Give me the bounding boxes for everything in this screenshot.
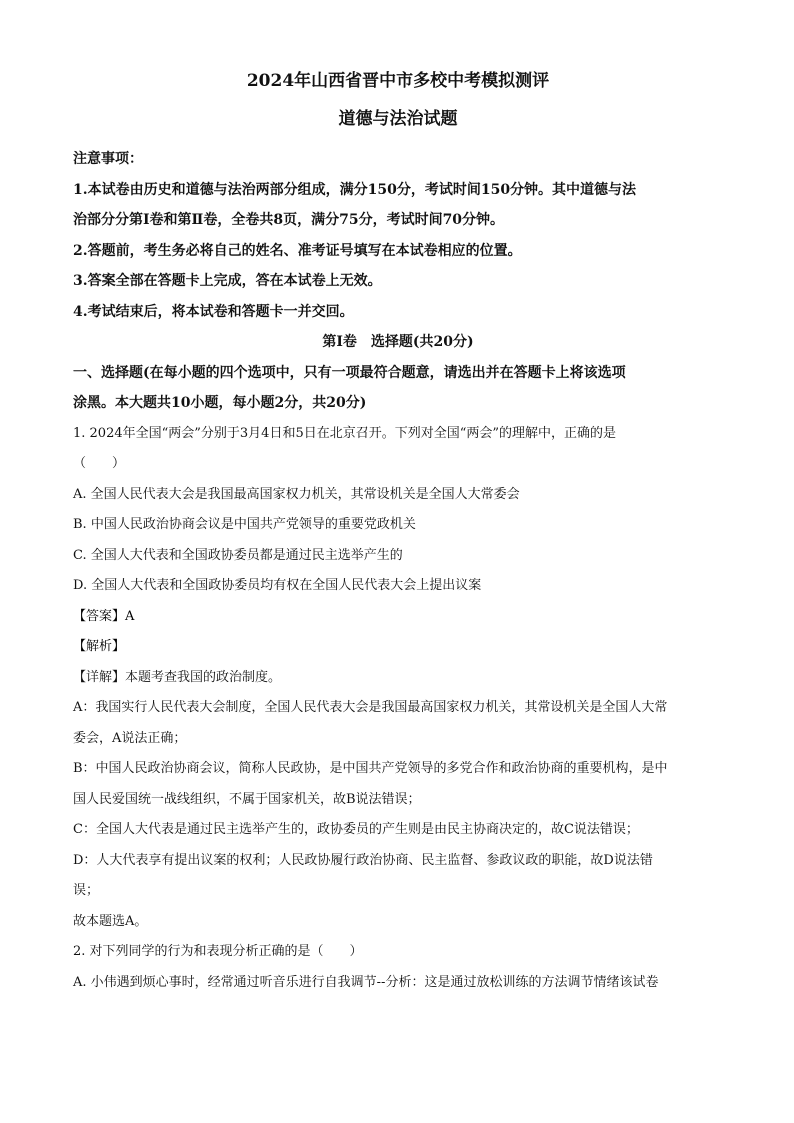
notice-item: 1.本试卷由历史和道德与法治两部分组成，满分150分，考试时间150分钟。其中道德与法	[73, 181, 637, 198]
question-1-detail: 委会，A说法正确；	[73, 730, 187, 746]
question-1-detail: 【详解】本题考查我国的政治制度。	[73, 669, 282, 685]
section-instructions: 涂黑。本大题共10小题，每小题2分，共20分)	[73, 395, 367, 411]
question-2-option-a: A. 小伟遇到烦心事时，经常通过听音乐进行自我调节--分析：这是通过放松训练的方法调节情绪该试卷	[73, 974, 659, 990]
question-2-stem: 2. 对下列同学的行为和表现分析正确的是（ ）	[73, 944, 363, 959]
exam-subtitle: 道德与法治试题	[338, 109, 458, 129]
section-title: 第Ⅰ卷 选择题(共20分)	[322, 334, 474, 350]
question-1-detail: B：中国人民政治协商会议，简称人民政协，是中国共产党领导的多党合作和政治协商的重要机构，是中	[73, 761, 668, 776]
question-1-option-d: D. 全国人大代表和全国政协委员均有权在全国人民代表大会上提出议案	[73, 578, 482, 593]
exam-title: 2024年山西省晋中市多校中考模拟测评	[246, 71, 550, 91]
question-1-detail: D：人大代表享有提出议案的权利；人民政协履行政治协商、民主监督、参政议政的职能，故D说法错	[73, 852, 653, 868]
question-1-option-c: C. 全国人大代表和全国政协委员都是通过民主选举产生的	[73, 547, 403, 563]
question-1-detail: 误；	[73, 883, 100, 898]
question-1-stem: 1. 2024年全国“两会”分别于3月4日和5日在北京召开。下列对全国“两会”的理解中，正确的是	[73, 425, 617, 441]
notice-item: 治部分分第Ⅰ卷和第Ⅱ卷，全卷共8页，满分75分，考试时间70分钟。	[73, 212, 505, 228]
question-1-stem-blank: （ ）	[73, 456, 126, 471]
notice-heading: 注意事项：	[73, 151, 143, 167]
question-1-detail: 国人民爱国统一战线组织，不属于国家机关，故B说法错误；	[73, 791, 421, 807]
question-1-detail: 故本题选A。	[73, 913, 148, 929]
question-1-detail: A：我国实行人民代表大会制度，全国人民代表大会是我国最高国家权力机关，其常设机关是全国人大常	[73, 700, 668, 715]
question-1-option-a: A. 全国人民代表大会是我国最高国家权力机关，其常设机关是全国人大常委会	[73, 486, 520, 502]
exam-page	[73, 70, 723, 998]
notice-item: 2.答题前，考生务必将自己的姓名、准考证号填写在本试卷相应的位置。	[73, 242, 522, 259]
notice-item: 3.答案全部在答题卡上完成，答在本试卷上无效。	[73, 273, 382, 289]
section-instructions: 一、选择题(在每小题的四个选项中，只有一项最符合题意，请选出并在答题卡上将该选项	[73, 364, 626, 381]
question-1-detail: C：全国人大代表是通过民主选举产生的，政协委员的产生则是由民主协商决定的，故C说法错误；	[73, 822, 639, 837]
notice-item: 4.考试结束后，将本试卷和答题卡一并交回。	[73, 303, 354, 320]
question-1-answer: 【答案】A	[73, 608, 135, 624]
question-1-option-b: B. 中国人民政治协商会议是中国共产党领导的重要党政机关	[73, 517, 416, 532]
question-1-analysis-label: 【解析】	[73, 639, 126, 654]
